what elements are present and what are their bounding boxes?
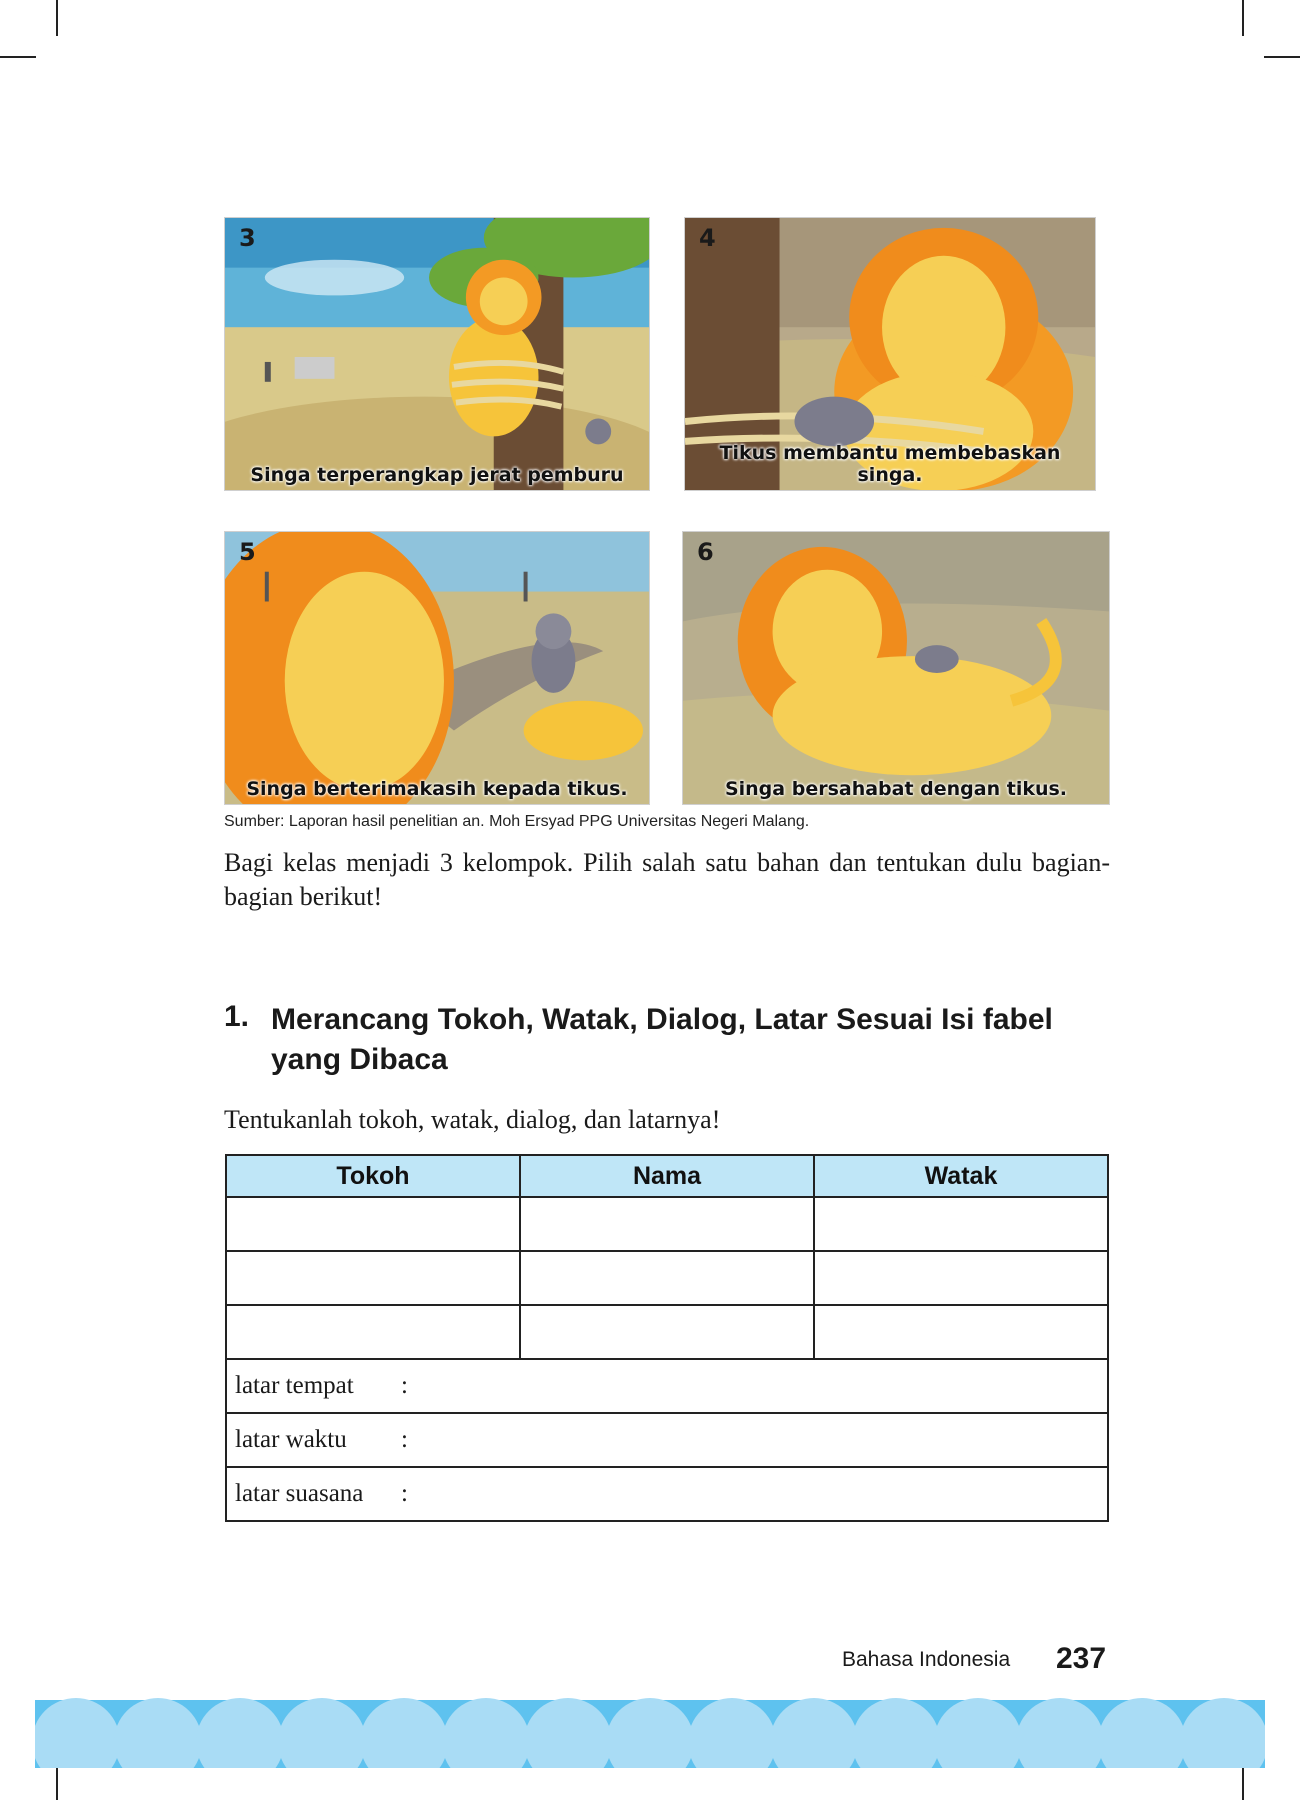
section-title: Merancang Tokoh, Watak, Dialog, Latar Sesuai Isi fabel yang Dibaca xyxy=(271,1003,1053,1076)
blank-cell[interactable] xyxy=(814,1197,1108,1251)
panel-caption: Tikus membantu membebaskan singa. xyxy=(719,442,1061,486)
panel-number: 4 xyxy=(699,224,716,252)
latar-suasana-row xyxy=(226,1467,1108,1521)
illustration-panel-5 xyxy=(224,531,650,805)
latar-separator: : xyxy=(401,1426,408,1453)
blank-cell[interactable] xyxy=(226,1251,520,1305)
blank-cell[interactable] xyxy=(520,1305,814,1359)
panel-number: 6 xyxy=(697,538,714,566)
latar-label: latar suasana xyxy=(235,1480,364,1507)
blank-cell[interactable] xyxy=(520,1251,814,1305)
footer-book-title: Bahasa Indonesia xyxy=(842,1648,1011,1671)
blank-cell[interactable] xyxy=(520,1197,814,1251)
crop-mark xyxy=(1264,56,1300,58)
header-watak: Watak xyxy=(814,1155,1108,1197)
crop-mark xyxy=(1242,0,1244,36)
illustration-panel-3 xyxy=(224,217,650,491)
crop-mark xyxy=(0,56,36,58)
blank-cell[interactable] xyxy=(226,1305,520,1359)
crop-mark xyxy=(1242,1764,1244,1800)
character-worksheet-table xyxy=(225,1154,1109,1522)
section-number: 1. xyxy=(224,1000,250,1033)
panel-caption: Singa terperangkap jerat pemburu xyxy=(250,464,624,486)
table-row xyxy=(226,1305,1108,1359)
image-source-note: Sumber: Laporan hasil penelitian an. Moh Ersyad PPG Universitas Negeri Malang. xyxy=(224,813,810,830)
latar-label: latar waktu xyxy=(235,1426,347,1453)
latar-waktu-row xyxy=(226,1413,1108,1467)
panel-number: 3 xyxy=(239,224,256,252)
latar-tempat-field[interactable] xyxy=(226,1359,1108,1413)
latar-label: latar tempat xyxy=(235,1372,354,1399)
illustration-panel-6 xyxy=(682,531,1110,805)
latar-separator: : xyxy=(401,1372,408,1399)
lion-thanking-mouse-illustration xyxy=(225,532,649,804)
header-tokoh: Tokoh xyxy=(226,1155,520,1197)
page-number: 237 xyxy=(1056,1642,1107,1675)
lion-trapped-illustration xyxy=(225,218,649,490)
blank-cell[interactable] xyxy=(814,1305,1108,1359)
table-row xyxy=(226,1251,1108,1305)
latar-suasana-field[interactable] xyxy=(226,1467,1108,1521)
illustration-panel-4 xyxy=(684,217,1096,491)
latar-tempat-row xyxy=(226,1359,1108,1413)
panel-caption: Singa bersahabat dengan tikus. xyxy=(724,778,1068,800)
panel-number: 5 xyxy=(239,538,256,566)
panel-caption: Singa berterimakasih kepada tikus. xyxy=(246,778,628,800)
task-text: Tentukanlah tokoh, watak, dialog, dan latarnya! xyxy=(224,1105,721,1134)
table-row xyxy=(226,1197,1108,1251)
blank-cell[interactable] xyxy=(814,1251,1108,1305)
wave-decoration xyxy=(35,1690,1265,1768)
header-nama: Nama xyxy=(520,1155,814,1197)
table-header-row xyxy=(226,1155,1108,1197)
crop-mark xyxy=(56,1764,58,1800)
instruction-paragraph: Bagi kelas menjadi 3 kelompok. Pilih salah satu bahan dan tentukan dulu bagian-bagian berikut! xyxy=(224,848,1110,911)
latar-waktu-field[interactable] xyxy=(226,1413,1108,1467)
lion-befriends-mouse-illustration xyxy=(683,532,1109,804)
latar-separator: : xyxy=(401,1480,408,1507)
crop-mark xyxy=(56,0,58,36)
blank-cell[interactable] xyxy=(226,1197,520,1251)
